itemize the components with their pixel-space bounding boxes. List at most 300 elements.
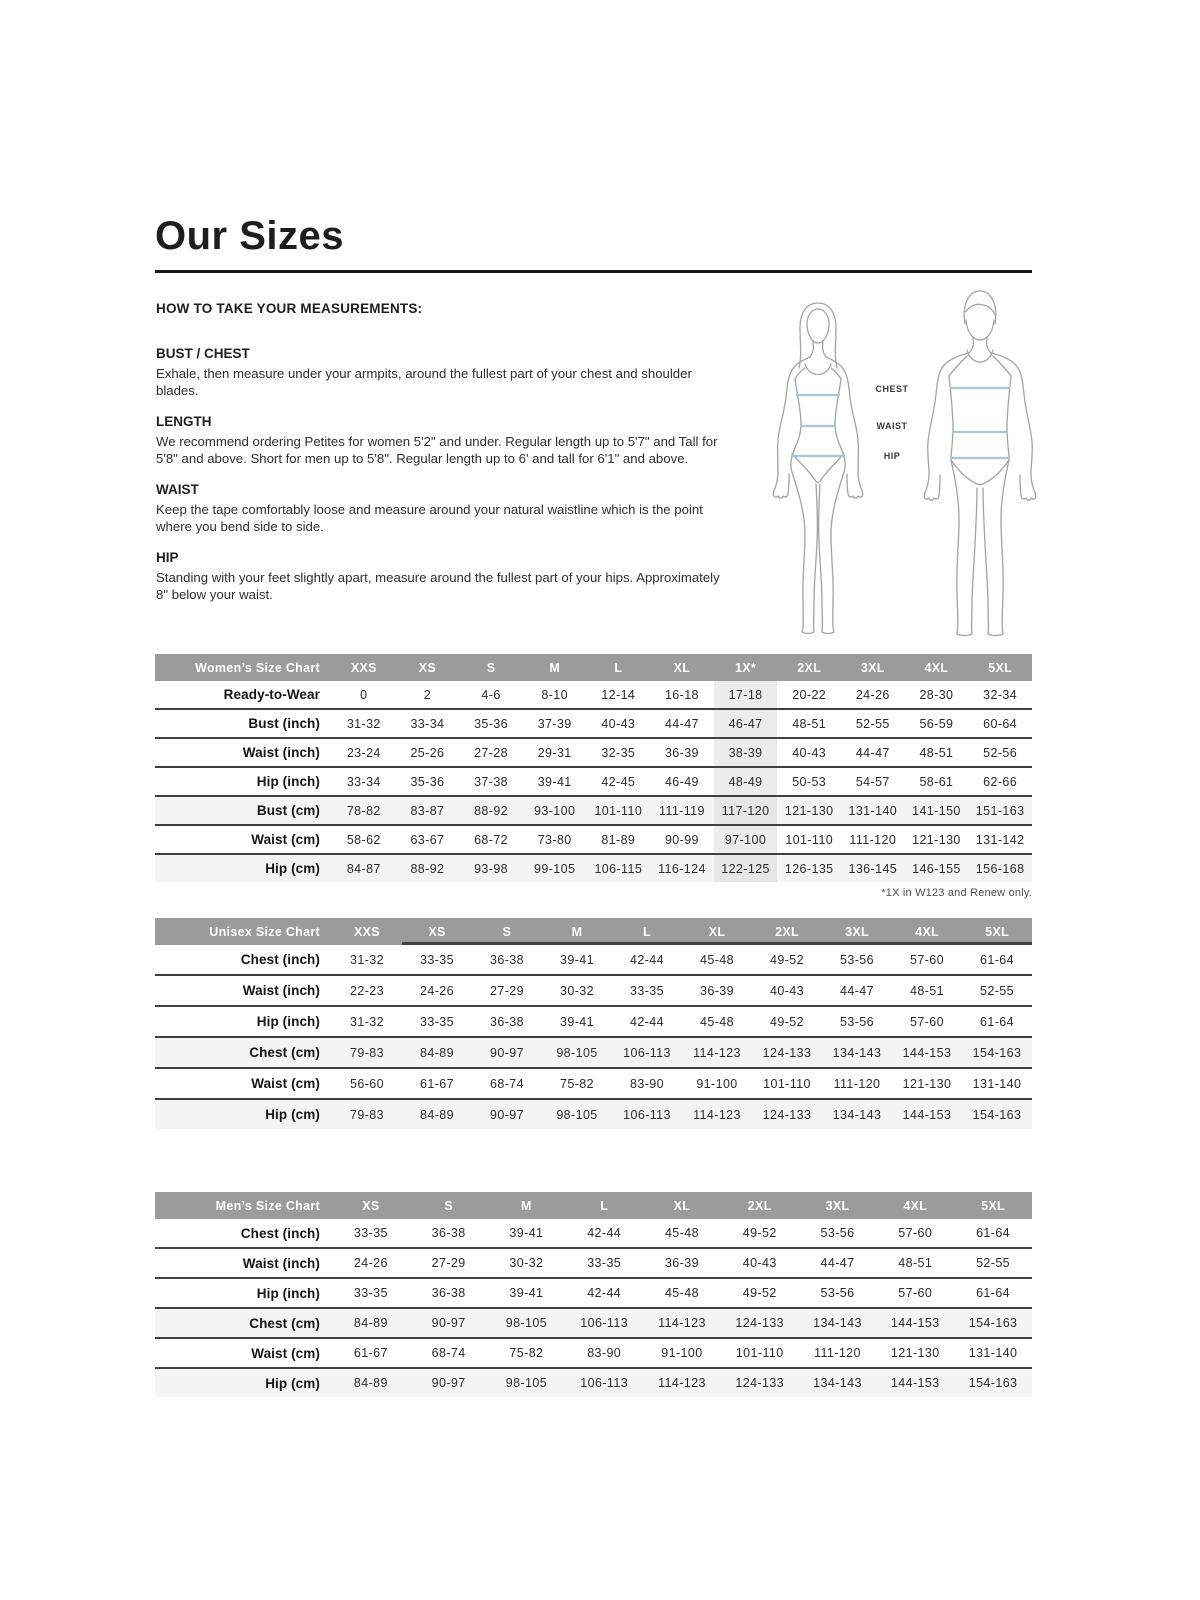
size-value: 31-32 [332, 945, 402, 975]
table-row [155, 1099, 1032, 1129]
size-value: 134-143 [822, 1037, 892, 1068]
size-value: 44-47 [841, 738, 905, 767]
size-value: 27-29 [410, 1248, 488, 1278]
size-value: 23-24 [332, 738, 396, 767]
size-value: 52-55 [841, 709, 905, 738]
size-value: 117-120 [714, 796, 778, 825]
size-value: 33-35 [402, 945, 472, 975]
size-value: 101-110 [721, 1338, 799, 1368]
size-value: 97-100 [714, 825, 778, 854]
row-label: Chest (cm) [155, 1308, 332, 1338]
woman-neck [810, 342, 826, 357]
table-row [155, 1006, 1032, 1037]
size-value: 49-52 [752, 1006, 822, 1037]
size-value: 144-153 [876, 1308, 954, 1338]
size-value: 90-97 [410, 1368, 488, 1397]
row-label: Waist (inch) [155, 975, 332, 1006]
table-row [155, 1037, 1032, 1068]
size-value: 31-32 [332, 709, 396, 738]
table-row [155, 945, 1032, 975]
size-value: 83-87 [396, 796, 460, 825]
size-value: 98-105 [542, 1037, 612, 1068]
row-label: Waist (inch) [155, 738, 332, 767]
table-row [155, 767, 1032, 796]
size-value: 45-48 [682, 1006, 752, 1037]
table-row [155, 1248, 1032, 1278]
size-value: 30-32 [542, 975, 612, 1006]
column-header-l: L [612, 918, 682, 945]
size-value: 61-64 [962, 945, 1032, 975]
size-value: 24-26 [841, 681, 905, 709]
size-value: 31-32 [332, 1006, 402, 1037]
row-label: Chest (inch) [155, 1219, 332, 1248]
woman-tank-armholes [795, 368, 841, 379]
section-label: BUST / CHEST [156, 346, 250, 361]
size-value: 144-153 [892, 1099, 962, 1129]
size-value: 30-32 [488, 1248, 566, 1278]
size-value: 124-133 [721, 1368, 799, 1397]
size-value: 35-36 [396, 767, 460, 796]
woman-right-leg [819, 475, 843, 634]
size-value: 90-99 [650, 825, 714, 854]
size-value: 146-155 [905, 854, 969, 882]
column-header-5xl: 5XL [962, 918, 1032, 945]
size-value: 57-60 [876, 1219, 954, 1248]
section-text: Keep the tape comfortably loose and measure around your natural waistline which is the point where you bend side to side. [156, 502, 703, 534]
woman-hair [799, 303, 837, 368]
mens-size-chart [155, 1192, 1032, 1397]
size-value: 73-80 [523, 825, 587, 854]
size-value: 75-82 [488, 1338, 566, 1368]
size-value: 61-67 [332, 1338, 410, 1368]
table-row [155, 709, 1032, 738]
size-value: 75-82 [542, 1068, 612, 1099]
column-header-xl: XL [650, 654, 714, 681]
size-value: 93-98 [459, 854, 523, 882]
column-header-s: S [459, 654, 523, 681]
measurements-heading: HOW TO TAKE YOUR MEASUREMENTS: [156, 301, 423, 316]
size-value: 42-45 [587, 767, 651, 796]
size-value: 79-83 [332, 1037, 402, 1068]
column-header-xl: XL [682, 918, 752, 945]
size-value: 106-113 [565, 1308, 643, 1338]
womens-size-chart [155, 654, 1032, 899]
size-value: 52-55 [954, 1248, 1032, 1278]
size-value: 98-105 [488, 1368, 566, 1397]
size-value: 61-64 [954, 1278, 1032, 1308]
size-value: 84-89 [402, 1099, 472, 1129]
man-tank-neckline [967, 350, 993, 362]
size-value: 131-140 [962, 1068, 1032, 1099]
size-value: 114-123 [682, 1099, 752, 1129]
size-value: 58-62 [332, 825, 396, 854]
row-label: Hip (inch) [155, 1278, 332, 1308]
table-row [155, 1219, 1032, 1248]
size-value: 27-29 [472, 975, 542, 1006]
size-value: 46-47 [714, 709, 778, 738]
size-value: 122-125 [714, 854, 778, 882]
column-header-xl: XL [643, 1192, 721, 1219]
section-label: LENGTH [156, 414, 212, 429]
size-value: 53-56 [822, 1006, 892, 1037]
size-value: 56-59 [905, 709, 969, 738]
row-label: Bust (cm) [155, 796, 332, 825]
size-value: 36-39 [643, 1248, 721, 1278]
size-value: 36-39 [650, 738, 714, 767]
size-value: 144-153 [876, 1368, 954, 1397]
section-label: HIP [156, 550, 179, 565]
instruction-section-waist [156, 482, 728, 535]
size-value: 45-48 [643, 1219, 721, 1248]
size-value: 136-145 [841, 854, 905, 882]
size-value: 49-52 [721, 1278, 799, 1308]
size-value: 101-110 [777, 825, 841, 854]
table-row [155, 1338, 1032, 1368]
column-header-m: M [523, 654, 587, 681]
row-label: Hip (cm) [155, 1368, 332, 1397]
size-value: 63-67 [396, 825, 460, 854]
woman-tank-neckline [805, 364, 831, 375]
size-value: 134-143 [799, 1308, 877, 1338]
size-value: 12-14 [587, 681, 651, 709]
table-title: Women’s Size Chart [155, 654, 332, 681]
column-header-2xl: 2XL [752, 918, 822, 945]
size-value: 48-49 [714, 767, 778, 796]
table-row [155, 1278, 1032, 1308]
column-header-3xl: 3XL [841, 654, 905, 681]
man-shorts-hem [951, 460, 1009, 485]
row-label: Bust (inch) [155, 709, 332, 738]
size-value: 16-18 [650, 681, 714, 709]
row-label: Waist (cm) [155, 1068, 332, 1099]
size-value: 106-115 [587, 854, 651, 882]
column-header-xxs: XXS [332, 654, 396, 681]
size-value: 61-67 [402, 1068, 472, 1099]
size-value: 46-49 [650, 767, 714, 796]
size-value: 60-64 [968, 709, 1032, 738]
size-value: 44-47 [650, 709, 714, 738]
table-row [155, 738, 1032, 767]
man-tank-armholes [949, 356, 1011, 376]
size-value: 48-51 [876, 1248, 954, 1278]
size-table [155, 1192, 1032, 1397]
size-value: 101-110 [752, 1068, 822, 1099]
row-label: Hip (inch) [155, 767, 332, 796]
size-value: 38-39 [714, 738, 778, 767]
size-value: 101-110 [587, 796, 651, 825]
size-value: 40-43 [752, 975, 822, 1006]
size-value: 57-60 [876, 1278, 954, 1308]
size-value: 53-56 [799, 1278, 877, 1308]
row-label: Waist (cm) [155, 825, 332, 854]
column-header-s: S [410, 1192, 488, 1219]
row-label: Hip (cm) [155, 854, 332, 882]
measurement-instructions [156, 346, 728, 618]
instruction-section-hip [156, 550, 728, 603]
column-header-xs: XS [332, 1192, 410, 1219]
size-value: 57-60 [892, 1006, 962, 1037]
size-value: 154-163 [962, 1037, 1032, 1068]
size-value: 116-124 [650, 854, 714, 882]
column-header-5xl: 5XL [954, 1192, 1032, 1219]
size-value: 56-60 [332, 1068, 402, 1099]
figure-label-chest: CHEST [875, 384, 909, 394]
size-value: 50-53 [777, 767, 841, 796]
size-value: 33-35 [332, 1219, 410, 1248]
row-label: Waist (inch) [155, 1248, 332, 1278]
size-value: 91-100 [643, 1338, 721, 1368]
size-value: 83-90 [612, 1068, 682, 1099]
size-value: 154-163 [962, 1099, 1032, 1129]
size-value: 33-35 [612, 975, 682, 1006]
size-value: 0 [332, 681, 396, 709]
size-table [155, 654, 1032, 882]
page-title: Our Sizes [155, 214, 345, 258]
table-title: Unisex Size Chart [155, 918, 332, 945]
size-value: 42-44 [612, 1006, 682, 1037]
column-header-3xl: 3XL [799, 1192, 877, 1219]
size-value: 48-51 [905, 738, 969, 767]
size-value: 49-52 [752, 945, 822, 975]
size-value: 111-119 [650, 796, 714, 825]
section-text: We recommend ordering Petites for women 5'2" and under. Regular length up to 5'7" and Tall for 5'8" and above. Short for men up to 5'8". Regular length up to 6' and tall for 6'1" and above. [156, 434, 718, 466]
table-row [155, 975, 1032, 1006]
column-header-3xl: 3XL [822, 918, 892, 945]
size-value: 27-28 [459, 738, 523, 767]
size-value: 124-133 [721, 1308, 799, 1338]
woman-torso-left [791, 379, 801, 475]
size-value: 54-57 [841, 767, 905, 796]
size-value: 124-133 [752, 1099, 822, 1129]
size-value: 32-35 [587, 738, 651, 767]
column-header-m: M [542, 918, 612, 945]
size-value: 61-64 [954, 1219, 1032, 1248]
size-value: 144-153 [892, 1037, 962, 1068]
size-value: 45-48 [643, 1278, 721, 1308]
size-value: 134-143 [799, 1368, 877, 1397]
size-value: 141-150 [905, 796, 969, 825]
size-value: 62-66 [968, 767, 1032, 796]
size-value: 93-100 [523, 796, 587, 825]
row-label: Waist (cm) [155, 1338, 332, 1368]
column-header-2xl: 2XL [777, 654, 841, 681]
size-value: 44-47 [799, 1248, 877, 1278]
man-right-leg [983, 460, 1009, 636]
size-value: 106-113 [565, 1368, 643, 1397]
size-value: 84-89 [332, 1308, 410, 1338]
size-value: 44-47 [822, 975, 892, 1006]
row-label: Chest (cm) [155, 1037, 332, 1068]
size-value: 40-43 [777, 738, 841, 767]
size-value: 40-43 [587, 709, 651, 738]
size-value: 61-64 [962, 1006, 1032, 1037]
size-value: 131-140 [954, 1338, 1032, 1368]
column-header-l: L [587, 654, 651, 681]
size-value: 106-113 [612, 1099, 682, 1129]
section-text: Exhale, then measure under your armpits, around the fullest part of your chest and shoulder blades. [156, 366, 692, 398]
size-value: 156-168 [968, 854, 1032, 882]
size-value: 131-140 [841, 796, 905, 825]
size-value: 48-51 [777, 709, 841, 738]
size-value: 36-38 [472, 945, 542, 975]
size-value: 126-135 [777, 854, 841, 882]
size-value: 39-41 [542, 945, 612, 975]
size-value: 111-120 [841, 825, 905, 854]
instruction-section-length [156, 414, 728, 467]
column-header-4xl: 4XL [905, 654, 969, 681]
size-value: 68-72 [459, 825, 523, 854]
row-label: Hip (inch) [155, 1006, 332, 1037]
man-face [966, 320, 994, 340]
table-title: Men’s Size Chart [155, 1192, 332, 1219]
size-value: 154-163 [954, 1368, 1032, 1397]
size-value: 42-44 [565, 1219, 643, 1248]
body-figures-illustration [745, 282, 1045, 640]
size-value: 111-120 [822, 1068, 892, 1099]
table-row [155, 1368, 1032, 1397]
size-value: 37-39 [523, 709, 587, 738]
man-right-arm [991, 353, 1036, 500]
size-value: 57-60 [892, 945, 962, 975]
size-value: 8-10 [523, 681, 587, 709]
size-value: 90-97 [472, 1037, 542, 1068]
size-value: 33-34 [332, 767, 396, 796]
section-label: WAIST [156, 482, 199, 497]
column-header-5xl: 5XL [968, 654, 1032, 681]
column-header-l: L [565, 1192, 643, 1219]
size-value: 53-56 [822, 945, 892, 975]
column-header-4xl: 4XL [876, 1192, 954, 1219]
size-value: 22-23 [332, 975, 402, 1006]
size-value: 39-41 [488, 1278, 566, 1308]
size-value: 124-133 [752, 1037, 822, 1068]
size-value: 17-18 [714, 681, 778, 709]
size-value: 88-92 [396, 854, 460, 882]
size-value: 84-89 [402, 1037, 472, 1068]
size-value: 33-35 [402, 1006, 472, 1037]
size-value: 42-44 [612, 945, 682, 975]
size-value: 154-163 [954, 1308, 1032, 1338]
table-row [155, 1068, 1032, 1099]
size-value: 35-36 [459, 709, 523, 738]
man-hairline [965, 304, 995, 315]
size-value: 52-55 [962, 975, 1032, 1006]
woman-right-arm [826, 357, 863, 498]
section-text: Standing with your feet slightly apart, measure around the fullest part of your hips. Approximately 8" below your waist. [156, 570, 720, 602]
size-value: 79-83 [332, 1099, 402, 1129]
size-value: 29-31 [523, 738, 587, 767]
size-value: 58-61 [905, 767, 969, 796]
table-row [155, 825, 1032, 854]
size-value: 90-97 [472, 1099, 542, 1129]
size-value: 91-100 [682, 1068, 752, 1099]
size-value: 99-105 [523, 854, 587, 882]
size-table [155, 918, 1032, 1129]
woman-left-arm [773, 357, 810, 498]
size-value: 2 [396, 681, 460, 709]
size-value: 39-41 [488, 1219, 566, 1248]
size-value: 121-130 [892, 1068, 962, 1099]
size-value: 121-130 [905, 825, 969, 854]
size-value: 84-89 [332, 1368, 410, 1397]
size-value: 33-34 [396, 709, 460, 738]
size-value: 151-163 [968, 796, 1032, 825]
size-value: 40-43 [721, 1248, 799, 1278]
size-value: 111-120 [799, 1338, 877, 1368]
size-value: 39-41 [542, 1006, 612, 1037]
row-label: Ready-to-Wear [155, 681, 332, 709]
woman-torso-right [835, 379, 845, 475]
column-header-s: S [472, 918, 542, 945]
column-header-m: M [488, 1192, 566, 1219]
size-value: 84-87 [332, 854, 396, 882]
table-row [155, 681, 1032, 709]
column-header-2xl: 2XL [721, 1192, 799, 1219]
table-row [155, 796, 1032, 825]
womens-chart-footnote: *1X in W123 and Renew only. [881, 887, 1032, 899]
size-value: 36-39 [682, 975, 752, 1006]
size-value: 90-97 [410, 1308, 488, 1338]
column-header-1x: 1X* [714, 654, 778, 681]
woman-left-leg [793, 475, 817, 634]
column-header-4xl: 4XL [892, 918, 962, 945]
size-value: 68-74 [410, 1338, 488, 1368]
figure-label-waist: WAIST [876, 421, 908, 431]
size-value: 45-48 [682, 945, 752, 975]
size-value: 33-35 [332, 1278, 410, 1308]
size-value: 25-26 [396, 738, 460, 767]
size-value: 98-105 [488, 1308, 566, 1338]
size-value: 78-82 [332, 796, 396, 825]
table-row [155, 854, 1032, 882]
size-value: 83-90 [565, 1338, 643, 1368]
title-divider [155, 270, 1032, 273]
size-value: 53-56 [799, 1219, 877, 1248]
size-value: 68-74 [472, 1068, 542, 1099]
size-value: 134-143 [822, 1099, 892, 1129]
size-value: 114-123 [643, 1308, 721, 1338]
size-value: 28-30 [905, 681, 969, 709]
size-value: 121-130 [777, 796, 841, 825]
size-value: 52-56 [968, 738, 1032, 767]
man-left-leg [951, 460, 977, 636]
figure-label-hip: HIP [883, 451, 901, 461]
size-value: 48-51 [892, 975, 962, 1006]
column-header-xs: XS [402, 918, 472, 945]
size-value: 32-34 [968, 681, 1032, 709]
size-value: 33-35 [565, 1248, 643, 1278]
size-value: 98-105 [542, 1099, 612, 1129]
row-label: Hip (cm) [155, 1099, 332, 1129]
size-value: 81-89 [587, 825, 651, 854]
table-row [155, 1308, 1032, 1338]
size-value: 20-22 [777, 681, 841, 709]
size-value: 121-130 [876, 1338, 954, 1368]
size-value: 37-38 [459, 767, 523, 796]
size-value: 4-6 [459, 681, 523, 709]
column-header-xxs: XXS [332, 918, 402, 945]
size-value: 106-113 [612, 1037, 682, 1068]
size-value: 42-44 [565, 1278, 643, 1308]
man-left-arm [924, 353, 969, 500]
woman-bottoms [792, 454, 844, 482]
unisex-size-chart [155, 918, 1032, 1129]
size-value: 36-38 [410, 1219, 488, 1248]
size-value: 114-123 [643, 1368, 721, 1397]
column-header-xs: XS [396, 654, 460, 681]
size-value: 36-38 [472, 1006, 542, 1037]
size-value: 24-26 [332, 1248, 410, 1278]
